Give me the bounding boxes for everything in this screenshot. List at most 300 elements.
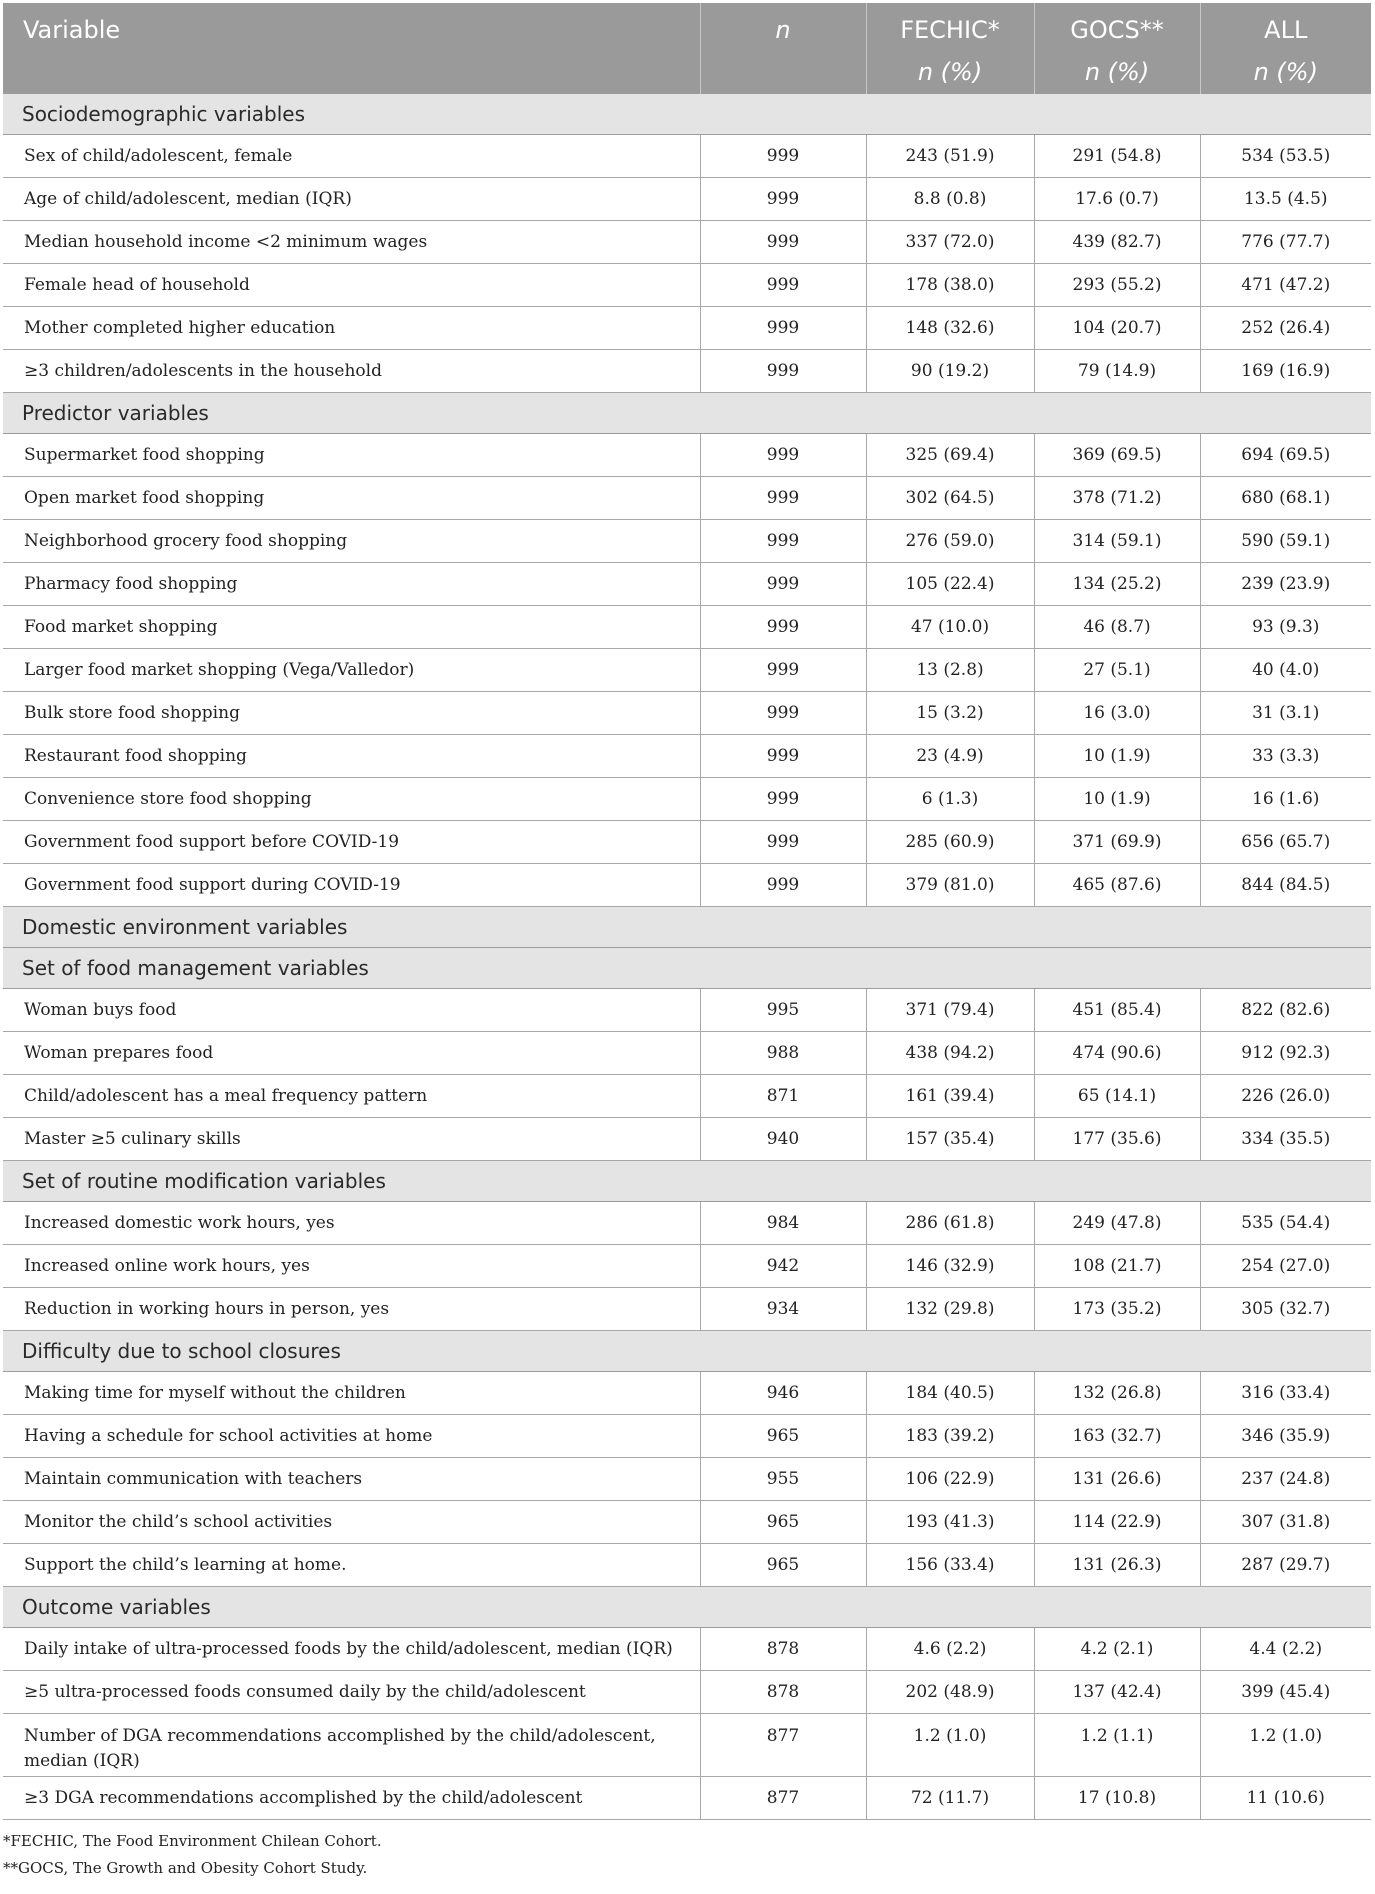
cell-all [1200,649,1371,692]
cell-all-text: 680 (68.1) [1241,488,1331,508]
cell-n [700,1671,866,1714]
cell-gocs [1034,1415,1200,1458]
table-row [3,1458,1371,1501]
cell-fechic-text: 156 (33.4) [905,1555,995,1575]
cell-all [1200,563,1371,606]
cell-n [700,1075,866,1118]
cell-fechic [866,1118,1034,1161]
cell-all-text: 40 (4.0) [1252,660,1320,680]
row-label [3,649,700,692]
cell-n-text: 988 [766,1043,800,1063]
cell-all-text: 93 (9.3) [1252,617,1320,637]
cell-fechic-text: 146 (32.9) [905,1256,995,1276]
table-row [3,307,1371,350]
cell-n-text: 934 [766,1299,800,1319]
cell-fechic [866,1458,1034,1501]
cell-fechic-text: 8.8 (0.8) [913,189,987,209]
table-row [3,1501,1371,1544]
row-label [3,1118,700,1161]
cell-gocs [1034,1372,1200,1415]
table-row [3,264,1371,307]
row-label-text: Bulk store food shopping [24,703,240,723]
row-label [3,989,700,1032]
table-row [3,864,1371,907]
cell-gocs-text: 249 (47.8) [1072,1213,1162,1233]
cell-n [700,264,866,307]
row-label [3,735,700,778]
row-label [3,864,700,907]
section-header-row [3,94,1371,135]
cell-all-text: 254 (27.0) [1241,1256,1331,1276]
cell-fechic-text: 90 (19.2) [910,361,990,381]
cell-fechic-text: 178 (38.0) [905,275,995,295]
cell-fechic [866,307,1034,350]
cell-all-text: 1.2 (1.0) [1249,1726,1323,1746]
data-table [3,3,1371,1820]
table-row [3,1671,1371,1714]
table-body [3,94,1371,1820]
cell-fechic [866,1288,1034,1331]
cell-all-text: 16 (1.6) [1252,789,1320,809]
cell-fechic [866,264,1034,307]
row-label-text: Mother completed higher education [24,318,336,338]
table-row [3,1628,1371,1671]
cell-all [1200,1458,1371,1501]
cell-gocs [1034,692,1200,735]
cell-all [1200,1544,1371,1587]
cell-all-text: 656 (65.7) [1241,832,1331,852]
section-title: Difficulty due to school closures [3,1331,1371,1372]
cell-n [700,1202,866,1245]
table-header [3,3,1371,94]
cell-gocs [1034,1777,1200,1820]
cell-all-text: 307 (31.8) [1241,1512,1331,1532]
cell-fechic [866,1544,1034,1587]
row-label-text: Master ≥5 culinary skills [24,1129,241,1149]
row-label [3,1628,700,1671]
cell-all [1200,434,1371,477]
cell-gocs [1034,1501,1200,1544]
cell-n [700,1118,866,1161]
cell-n-text: 999 [766,445,800,465]
cell-n [700,563,866,606]
cell-n [700,221,866,264]
cell-fechic-text: 161 (39.4) [905,1086,995,1106]
table-row [3,434,1371,477]
cell-gocs-text: 465 (87.6) [1072,875,1162,895]
cell-fechic [866,778,1034,821]
cell-fechic [866,606,1034,649]
cell-n-text: 999 [766,617,800,637]
cell-n [700,1714,866,1777]
cell-gocs-text: 16 (3.0) [1083,703,1151,723]
cell-n-text: 995 [766,1000,800,1020]
cell-n [700,1501,866,1544]
header-all: ALL n (%) [1200,3,1371,94]
cell-gocs [1034,649,1200,692]
cell-fechic [866,821,1034,864]
cell-all [1200,989,1371,1032]
cell-gocs-text: 163 (32.7) [1072,1426,1162,1446]
cell-n-text: 942 [766,1256,800,1276]
cell-n [700,1415,866,1458]
cell-fechic-text: 1.2 (1.0) [913,1726,987,1746]
cell-all [1200,264,1371,307]
cell-all-text: 13.5 (4.5) [1243,189,1328,209]
row-label [3,1288,700,1331]
cell-all-text: 305 (32.7) [1241,1299,1331,1319]
cell-gocs [1034,1288,1200,1331]
cell-fechic-text: 47 (10.0) [910,617,990,637]
cell-fechic [866,135,1034,178]
cell-gocs [1034,307,1200,350]
cell-gocs-text: 46 (8.7) [1083,617,1151,637]
cell-gocs [1034,178,1200,221]
section-header-row [3,907,1371,948]
table-row [3,649,1371,692]
cell-all-text: 822 (82.6) [1241,1000,1331,1020]
header-fechic-sub: n (%) [917,58,983,86]
cell-fechic [866,477,1034,520]
cell-fechic [866,1501,1034,1544]
cell-gocs [1034,1032,1200,1075]
cell-fechic-text: 4.6 (2.2) [913,1639,987,1659]
cell-n-text: 965 [766,1512,800,1532]
cell-fechic-text: 379 (81.0) [905,875,995,895]
cell-n-text: 999 [766,531,800,551]
cell-all-text: 590 (59.1) [1241,531,1331,551]
cell-n-text: 955 [766,1469,800,1489]
cell-n-text: 999 [766,488,800,508]
cell-gocs [1034,350,1200,393]
cell-all [1200,864,1371,907]
cell-gocs-text: 293 (55.2) [1072,275,1162,295]
row-label [3,1501,700,1544]
cell-all-text: 844 (84.5) [1241,875,1331,895]
cell-all [1200,307,1371,350]
cell-all-text: 694 (69.5) [1241,445,1331,465]
cell-gocs [1034,563,1200,606]
cell-gocs-text: 17 (10.8) [1077,1788,1157,1808]
table-row [3,1714,1371,1777]
header-all-sub: n (%) [1253,58,1318,86]
cell-gocs [1034,735,1200,778]
cell-fechic [866,520,1034,563]
cell-all [1200,1671,1371,1714]
cell-gocs [1034,1544,1200,1587]
header-gocs: GOCS** n (%) [1034,3,1200,94]
row-label-text: Monitor the child’s school activities [24,1512,333,1532]
row-label [3,1671,700,1714]
cell-gocs-text: 132 (26.8) [1072,1383,1162,1403]
row-label-text: Government food support before COVID-19 [24,832,400,852]
cell-gocs [1034,477,1200,520]
section-title: Set of food management variables [3,948,1371,989]
cell-gocs [1034,989,1200,1032]
cell-fechic-text: 106 (22.9) [905,1469,995,1489]
cell-fechic-text: 243 (51.9) [905,146,995,166]
cell-n-text: 999 [766,875,800,895]
cell-gocs-text: 173 (35.2) [1072,1299,1162,1319]
cell-all-text: 471 (47.2) [1241,275,1331,295]
cell-all-text: 33 (3.3) [1252,746,1320,766]
row-label [3,1714,700,1777]
cell-n [700,821,866,864]
cell-gocs-text: 108 (21.7) [1072,1256,1162,1276]
row-label [3,520,700,563]
cell-gocs-text: 65 (14.1) [1077,1086,1157,1106]
cell-fechic-text: 105 (22.4) [905,574,995,594]
cell-fechic [866,434,1034,477]
cell-n [700,649,866,692]
cell-all [1200,1075,1371,1118]
table-row [3,778,1371,821]
row-label-text: Reduction in working hours in person, yes [24,1299,390,1319]
cell-fechic [866,1671,1034,1714]
cell-n-text: 965 [766,1426,800,1446]
cell-fechic-text: 325 (69.4) [905,445,995,465]
row-label-text: Open market food shopping [24,488,265,508]
header-fechic: FECHIC* n (%) [866,3,1034,94]
cell-all [1200,520,1371,563]
cell-fechic [866,1245,1034,1288]
section-header-row [3,1161,1371,1202]
row-label-text: Age of child/adolescent, median (IQR) [24,189,352,209]
cell-fechic-text: 72 (11.7) [910,1788,990,1808]
row-label-text: ≥5 ultra-processed foods consumed daily by the child/adolescent [24,1682,586,1702]
cell-n [700,1032,866,1075]
section-header-row [3,1331,1371,1372]
cell-n [700,178,866,221]
cell-fechic [866,1415,1034,1458]
cell-gocs [1034,1075,1200,1118]
cell-fechic-text: 183 (39.2) [905,1426,995,1446]
cell-n [700,735,866,778]
cell-gocs-text: 17.6 (0.7) [1075,189,1159,209]
row-label [3,778,700,821]
cell-n [700,1544,866,1587]
header-gocs-sub: n (%) [1084,58,1150,86]
table-row [3,135,1371,178]
cell-n [700,1288,866,1331]
table-row [3,221,1371,264]
table-row [3,1032,1371,1075]
cell-all [1200,178,1371,221]
cell-n [700,520,866,563]
table-row [3,735,1371,778]
cell-all [1200,221,1371,264]
cell-fechic [866,221,1034,264]
row-label-text: Median household income <2 minimum wages [24,232,428,252]
cell-fechic [866,1032,1034,1075]
cell-n [700,434,866,477]
cell-fechic-text: 6 (1.3) [921,789,979,809]
section-title: Sociodemographic variables [3,94,1371,135]
cell-all-text: 912 (92.3) [1241,1043,1331,1063]
cell-all [1200,1501,1371,1544]
cell-all [1200,477,1371,520]
cell-gocs-text: 451 (85.4) [1072,1000,1162,1020]
cell-all-text: 776 (77.7) [1241,232,1331,252]
cell-gocs-text: 104 (20.7) [1072,318,1162,338]
cell-fechic-text: 438 (94.2) [905,1043,995,1063]
table-row [3,606,1371,649]
cell-n-text: 946 [766,1383,800,1403]
cell-gocs-text: 1.2 (1.1) [1080,1726,1154,1746]
cell-gocs [1034,1628,1200,1671]
cell-n-text: 999 [766,275,800,295]
row-label [3,821,700,864]
row-label [3,264,700,307]
cell-gocs [1034,1458,1200,1501]
cell-fechic-text: 15 (3.2) [916,703,984,723]
row-label [3,563,700,606]
cell-fechic-text: 148 (32.6) [905,318,995,338]
cell-n [700,778,866,821]
cell-gocs-text: 439 (82.7) [1072,232,1162,252]
row-label [3,221,700,264]
cell-all [1200,1415,1371,1458]
cell-n [700,1777,866,1820]
row-label-text: Making time for myself without the children [24,1383,406,1403]
cell-all-text: 226 (26.0) [1241,1086,1331,1106]
row-label-text: Convenience store food shopping [24,789,312,809]
row-label [3,692,700,735]
cell-fechic-text: 371 (79.4) [905,1000,995,1020]
cell-all [1200,1202,1371,1245]
section-header-row [3,1587,1371,1628]
table-row [3,563,1371,606]
cell-all-text: 31 (3.1) [1252,703,1320,723]
cell-fechic-text: 285 (60.9) [905,832,995,852]
cell-n-text: 999 [766,789,800,809]
cell-fechic-text: 302 (64.5) [905,488,995,508]
cell-all-text: 4.4 (2.2) [1249,1639,1323,1659]
row-label-text: ≥3 DGA recommendations accomplished by the child/adolescent [24,1788,583,1808]
cell-all-text: 346 (35.9) [1241,1426,1331,1446]
cell-gocs-text: 378 (71.2) [1072,488,1162,508]
cell-fechic [866,989,1034,1032]
cell-gocs [1034,1245,1200,1288]
cell-n [700,1458,866,1501]
cell-fechic-text: 157 (35.4) [905,1129,995,1149]
cell-n [700,1245,866,1288]
cell-gocs [1034,1671,1200,1714]
cell-gocs [1034,1202,1200,1245]
table-row [3,1118,1371,1161]
cell-all [1200,821,1371,864]
cell-fechic [866,178,1034,221]
cell-n [700,477,866,520]
cell-gocs [1034,135,1200,178]
cell-fechic [866,1628,1034,1671]
row-label-text: ≥3 children/adolescents in the household [24,361,382,381]
row-label [3,1415,700,1458]
cell-fechic-text: 202 (48.9) [905,1682,995,1702]
row-label [3,1245,700,1288]
cell-all-text: 239 (23.9) [1241,574,1331,594]
cell-gocs-text: 134 (25.2) [1072,574,1162,594]
row-label-text: Woman prepares food [24,1043,214,1063]
table-row [3,1372,1371,1415]
cell-fechic-text: 132 (29.8) [905,1299,995,1319]
cell-fechic-text: 193 (41.3) [905,1512,995,1532]
cell-gocs-text: 291 (54.8) [1072,146,1162,166]
cell-n-text: 940 [766,1129,800,1149]
row-label-text: Child/adolescent has a meal frequency pattern [24,1086,428,1106]
row-label-text: Female head of household [24,275,250,295]
cell-gocs [1034,606,1200,649]
cell-n-text: 878 [766,1682,800,1702]
cell-gocs-text: 10 (1.9) [1083,746,1151,766]
cell-fechic [866,1777,1034,1820]
row-label [3,1032,700,1075]
cell-n-text: 877 [766,1726,800,1746]
cell-all [1200,350,1371,393]
table-row [3,1544,1371,1587]
cell-n-text: 999 [766,318,800,338]
section-title: Set of routine modification variables [3,1161,1371,1202]
cell-n [700,1372,866,1415]
cell-n [700,135,866,178]
table-row [3,1415,1371,1458]
cell-gocs [1034,264,1200,307]
cell-all [1200,1628,1371,1671]
cell-fechic-text: 184 (40.5) [905,1383,995,1403]
cell-n [700,1628,866,1671]
row-label-text: Food market shopping [24,617,218,637]
row-label [3,1202,700,1245]
cell-all [1200,1032,1371,1075]
cell-all [1200,1118,1371,1161]
cell-all [1200,778,1371,821]
cell-gocs-text: 79 (14.9) [1077,361,1157,381]
row-label-text: Restaurant food shopping [24,746,247,766]
cell-n-text: 999 [766,361,800,381]
cell-all [1200,135,1371,178]
table-row [3,692,1371,735]
cell-fechic [866,1714,1034,1777]
cell-all [1200,1372,1371,1415]
row-label-text: Increased domestic work hours, yes [24,1213,335,1233]
row-label-text: Maintain communication with teachers [24,1469,363,1489]
cell-gocs-text: 4.2 (2.1) [1080,1639,1154,1659]
table-row [3,1075,1371,1118]
cell-fechic-text: 23 (4.9) [916,746,984,766]
cell-fechic [866,563,1034,606]
cell-n-text: 999 [766,574,800,594]
cell-all [1200,1245,1371,1288]
row-label-text: Larger food market shopping (Vega/Valledor) [24,660,415,680]
cell-gocs-text: 10 (1.9) [1083,789,1151,809]
cell-all [1200,735,1371,778]
row-label [3,135,700,178]
cell-n [700,864,866,907]
row-label-text: Pharmacy food shopping [24,574,238,594]
cell-all [1200,606,1371,649]
row-label-text: Having a schedule for school activities at home [24,1426,433,1446]
cell-all-text: 237 (24.8) [1241,1469,1331,1489]
cell-all [1200,1777,1371,1820]
cell-gocs-text: 137 (42.4) [1072,1682,1162,1702]
cell-fechic [866,864,1034,907]
cell-gocs-text: 131 (26.3) [1072,1555,1162,1575]
cell-fechic [866,649,1034,692]
cell-all-text: 316 (33.4) [1241,1383,1331,1403]
cell-n-text: 999 [766,660,800,680]
cell-gocs [1034,434,1200,477]
row-label [3,434,700,477]
